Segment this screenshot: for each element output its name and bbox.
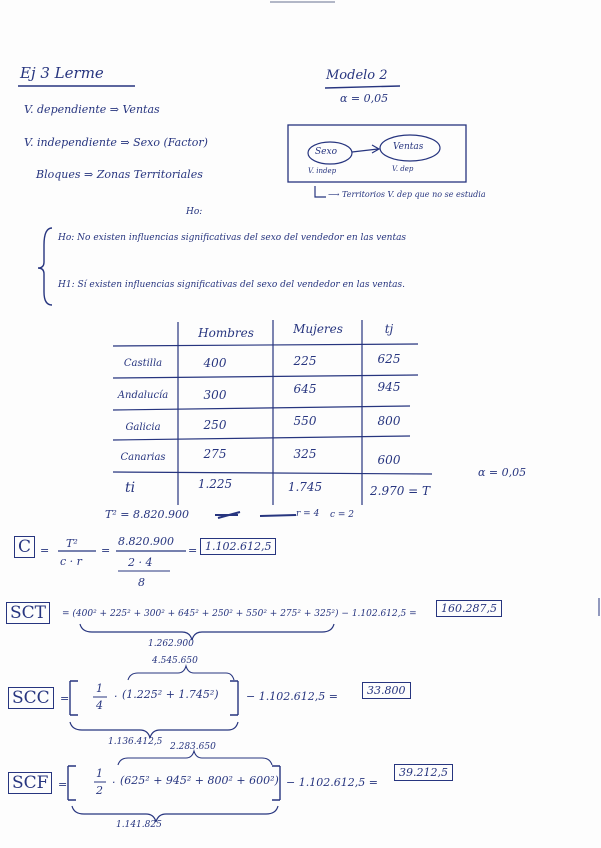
param-r: r = 4 <box>296 509 320 519</box>
diagram-note: ⟶ Territorios V. dep que no se estudia <box>328 190 486 199</box>
sct-result: 160.287,5 <box>436 600 502 617</box>
scf-under: 1.141.825 <box>116 820 162 830</box>
alpha-label: α = 0,05 <box>340 92 389 105</box>
table-cell: 645 <box>293 382 317 396</box>
table-header-hombres: Hombres <box>198 326 254 340</box>
exercise-title: Ej 3 Lerme <box>20 64 104 82</box>
scc-tail: − 1.102.612,5 = <box>246 690 338 703</box>
scf-result: 39.212,5 <box>394 764 453 781</box>
param-c: c = 2 <box>330 510 355 520</box>
table-cell: 550 <box>293 414 317 428</box>
scc-sum: (1.225² + 1.745²) <box>122 688 219 701</box>
t-squared-value: T² = 8.820.900 <box>105 508 189 521</box>
table-cell: 275 <box>203 447 227 461</box>
equals-sign: = <box>58 778 68 791</box>
sct-under: 1.262.900 <box>148 639 194 649</box>
scf-label <box>8 773 52 793</box>
table-cell: 325 <box>293 447 317 461</box>
table-row-label: Canarias <box>120 452 166 463</box>
equals-sign: = <box>60 692 70 705</box>
c-label <box>14 537 35 557</box>
sct-label-text: SCT <box>6 602 50 624</box>
scc-label-text: SCC <box>8 687 54 709</box>
table-row-label: ti <box>124 480 136 496</box>
scc-under: 1.136.412,5 <box>108 737 163 747</box>
c-formula-top: T² <box>66 537 78 550</box>
scf-tail: − 1.102.612,5 = <box>286 776 378 789</box>
equals-sign: = <box>101 544 111 557</box>
equals-sign: = <box>188 544 198 557</box>
alpha-side-label: α = 0,05 <box>478 466 527 479</box>
table-total: 2.970 = T <box>370 484 431 498</box>
diagram-sub1: V. indep <box>308 167 337 175</box>
dependent-variable: V. dependiente ⇒ Ventas <box>24 103 160 116</box>
table-row-label: Galicia <box>125 422 161 433</box>
table-header-tj: tj <box>384 322 394 336</box>
table-header-mujeres: Mujeres <box>293 322 343 336</box>
table-cell: 300 <box>203 388 227 402</box>
table-cell: 400 <box>203 356 227 370</box>
table-cell: 225 <box>293 354 317 368</box>
hypothesis-brace <box>38 228 52 305</box>
scc-label <box>8 688 54 708</box>
c-den-bottom: 8 <box>138 576 145 589</box>
scf-over: 2.283.650 <box>170 742 216 752</box>
hypotheses-heading: Ho: <box>186 207 203 217</box>
sct-label <box>6 603 50 623</box>
independent-variable: V. independiente ⇒ Sexo (Factor) <box>24 136 208 149</box>
scc-frac-num: 1 <box>96 682 103 695</box>
hypothesis-null: Ho: No existen influencias significativas del sexo del vendedor en las ventas <box>58 233 407 243</box>
model-label: Modelo 2 <box>326 68 388 83</box>
equals-sign: = <box>40 544 50 557</box>
model-underline <box>325 86 400 88</box>
table-cell: 800 <box>377 414 401 428</box>
scf-frac-num: 1 <box>96 767 103 780</box>
diagram-node2-label: Ventas <box>393 142 424 152</box>
sct-expression: = (400² + 225² + 300² + 645² + 250² + 550² + 275² + 325²) − 1.102.612,5 = <box>62 609 417 619</box>
table-cell: 1.745 <box>287 480 323 494</box>
table-row-label: Castilla <box>123 358 163 369</box>
hypothesis-alt: H1: Sí existen influencias significativas del sexo del vendedor en las ventas. <box>58 280 405 290</box>
table-row-label: Andalucía <box>117 390 169 401</box>
dot-sign: · <box>114 690 118 703</box>
scf-label-text: SCF <box>8 772 52 794</box>
scf-sum: (625² + 945² + 800² + 600²) <box>120 774 279 787</box>
scc-result: 33.800 <box>362 682 411 699</box>
scc-over: 4.545.650 <box>152 656 198 666</box>
scc-frac-den: 4 <box>96 699 103 712</box>
table-cell: 600 <box>377 453 401 467</box>
c-label-text: C <box>14 536 35 558</box>
table-cell: 1.225 <box>197 477 233 491</box>
blocks-definition: Bloques ⇒ Zonas Territoriales <box>36 168 203 181</box>
dot-sign: · <box>112 776 116 789</box>
c-result: 1.102.612,5 <box>200 538 276 555</box>
table-cell: 250 <box>203 418 227 432</box>
diagram-node1-label: Sexo <box>315 147 337 157</box>
diagram-sub2: V. dep <box>392 165 414 173</box>
table-cell: 625 <box>377 352 401 366</box>
table-cell: 945 <box>377 380 401 394</box>
c-formula-bottom: c · r <box>60 555 82 568</box>
scf-frac-den: 2 <box>96 784 103 797</box>
c-den-top: 2 · 4 <box>128 556 153 569</box>
c-numerator: 8.820.900 <box>118 535 174 548</box>
